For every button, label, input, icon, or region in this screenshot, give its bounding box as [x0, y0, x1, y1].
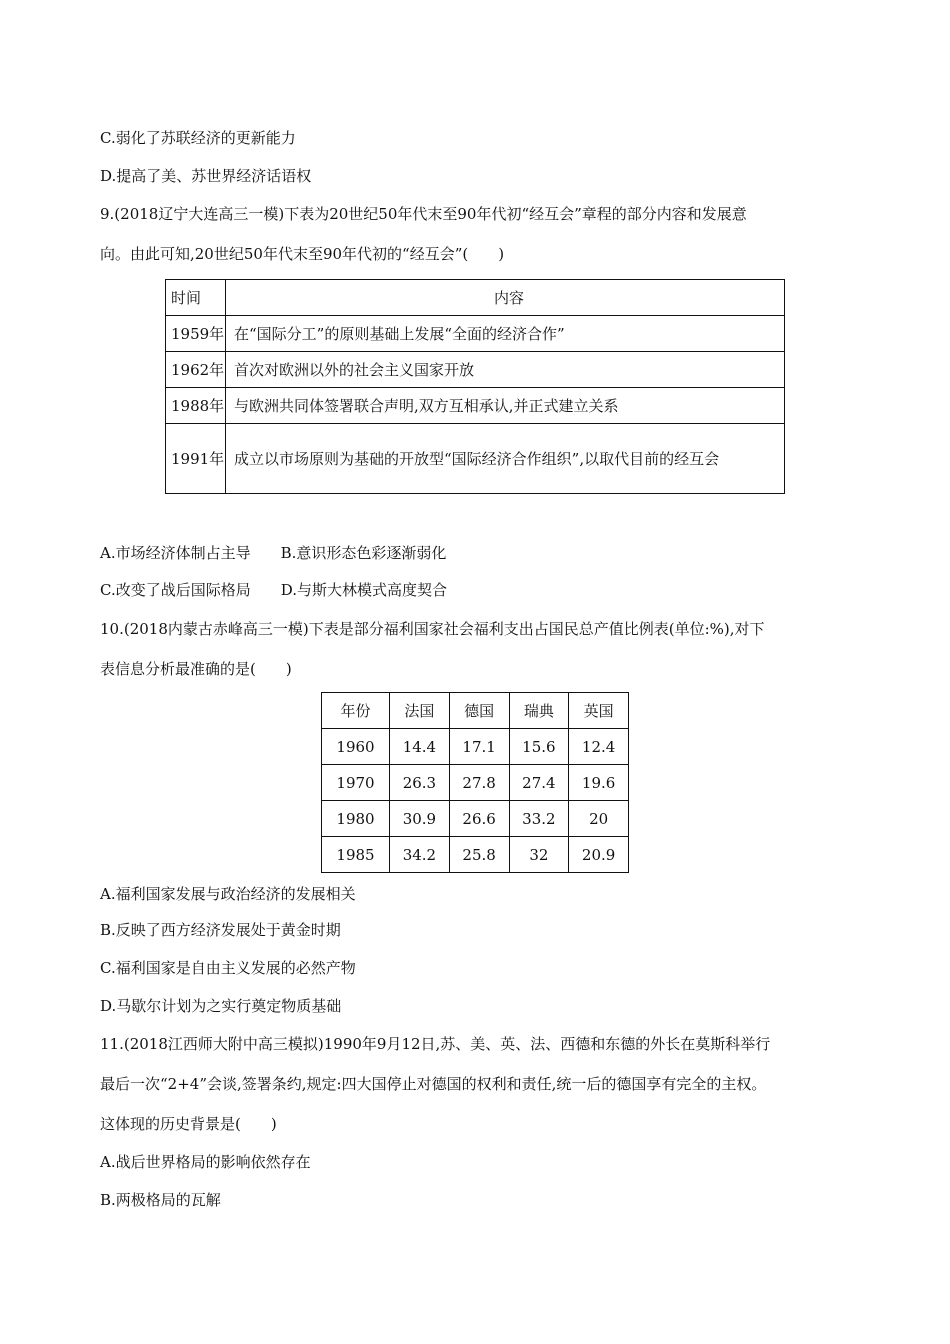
q10-stem-line-2: 表信息分析最准确的是( ) [100, 660, 292, 678]
table-header-row [322, 693, 629, 729]
q10-table [321, 692, 629, 873]
table-cell: 1960 [322, 729, 390, 765]
q10-option-d: D.马歇尔计划为之实行奠定物质基础 [100, 997, 342, 1015]
table-cell: 在“国际分工”的原则基础上发展“全面的经济合作” [226, 316, 785, 352]
q11-stem-line-2: 最后一次“2+4”会谈,签署条约,规定:四大国停止对德国的权利和责任,统一后的德国享有完全的主权。 [100, 1075, 767, 1093]
q9-stem-line-2: 向。由此可知,20世纪50年代末至90年代初的“经互会”( ) [100, 245, 505, 263]
table-row [166, 352, 785, 388]
table-cell: 34.2 [390, 837, 450, 873]
table-cell: 1988年 [166, 388, 226, 424]
table-row [322, 729, 629, 765]
table-cell: 17.1 [449, 729, 509, 765]
table-cell: 26.6 [449, 801, 509, 837]
table-cell: 27.4 [509, 765, 569, 801]
table-cell: 14.4 [390, 729, 450, 765]
table-cell: 33.2 [509, 801, 569, 837]
table-cell: 1962年 [166, 352, 226, 388]
table-header-cell: 瑞典 [509, 693, 569, 729]
table-row [166, 388, 785, 424]
table-header-cell: 法国 [390, 693, 450, 729]
q10-option-a: A.福利国家发展与政治经济的发展相关 [100, 885, 356, 903]
q9-options-cd: C.改变了战后国际格局 D.与斯大林模式高度契合 [100, 581, 447, 599]
table-cell: 20 [569, 801, 629, 837]
table-cell: 26.3 [390, 765, 450, 801]
table-row [322, 837, 629, 873]
q11-stem-line-3: 这体现的历史背景是( ) [100, 1115, 277, 1133]
table-cell: 15.6 [509, 729, 569, 765]
table-cell: 30.9 [390, 801, 450, 837]
q9-table [165, 279, 785, 494]
table-cell: 1985 [322, 837, 390, 873]
table-row [166, 424, 785, 494]
q10-stem-line-1: 10.(2018内蒙古赤峰高三一模)下表是部分福利国家社会福利支出占国民总产值比例表(单位:%),对下 [100, 620, 765, 638]
table-header-cell: 英国 [569, 693, 629, 729]
q8-option-c: C.弱化了苏联经济的更新能力 [100, 129, 296, 147]
table-cell: 1991年 [166, 424, 226, 494]
table-row [166, 316, 785, 352]
table-cell: 12.4 [569, 729, 629, 765]
table-cell: 25.8 [449, 837, 509, 873]
q9-stem-line-1: 9.(2018辽宁大连高三一模)下表为20世纪50年代末至90年代初“经互会”章程的部分内容和发展意 [100, 205, 747, 223]
table-cell: 首次对欧洲以外的社会主义国家开放 [226, 352, 785, 388]
q9-options-ab: A.市场经济体制占主导 B.意识形态色彩逐渐弱化 [100, 544, 447, 562]
q11-stem-line-1: 11.(2018江西师大附中高三模拟)1990年9月12日,苏、美、英、法、西德和东德的外长在莫斯科举行 [100, 1035, 771, 1053]
q8-option-d: D.提高了美、苏世界经济话语权 [100, 167, 312, 185]
table-row [322, 801, 629, 837]
table-cell: 1970 [322, 765, 390, 801]
table-header-cell: 内容 [226, 280, 785, 316]
table-cell: 1980 [322, 801, 390, 837]
table-cell: 成立以市场原则为基础的开放型“国际经济合作组织”,以取代目前的经互会 [226, 424, 785, 494]
q10-option-b: B.反映了西方经济发展处于黄金时期 [100, 921, 341, 939]
q11-option-a: A.战后世界格局的影响依然存在 [100, 1153, 311, 1171]
table-header-row [166, 280, 785, 316]
q11-option-b: B.两极格局的瓦解 [100, 1191, 221, 1209]
table-row [322, 765, 629, 801]
table-header-cell: 德国 [449, 693, 509, 729]
q10-option-c: C.福利国家是自由主义发展的必然产物 [100, 959, 356, 977]
table-cell: 19.6 [569, 765, 629, 801]
table-header-cell: 年份 [322, 693, 390, 729]
table-header-cell: 时间 [166, 280, 226, 316]
table-cell: 20.9 [569, 837, 629, 873]
table-cell: 1959年 [166, 316, 226, 352]
table-cell: 27.8 [449, 765, 509, 801]
table-cell: 32 [509, 837, 569, 873]
table-cell: 与欧洲共同体签署联合声明,双方互相承认,并正式建立关系 [226, 388, 785, 424]
